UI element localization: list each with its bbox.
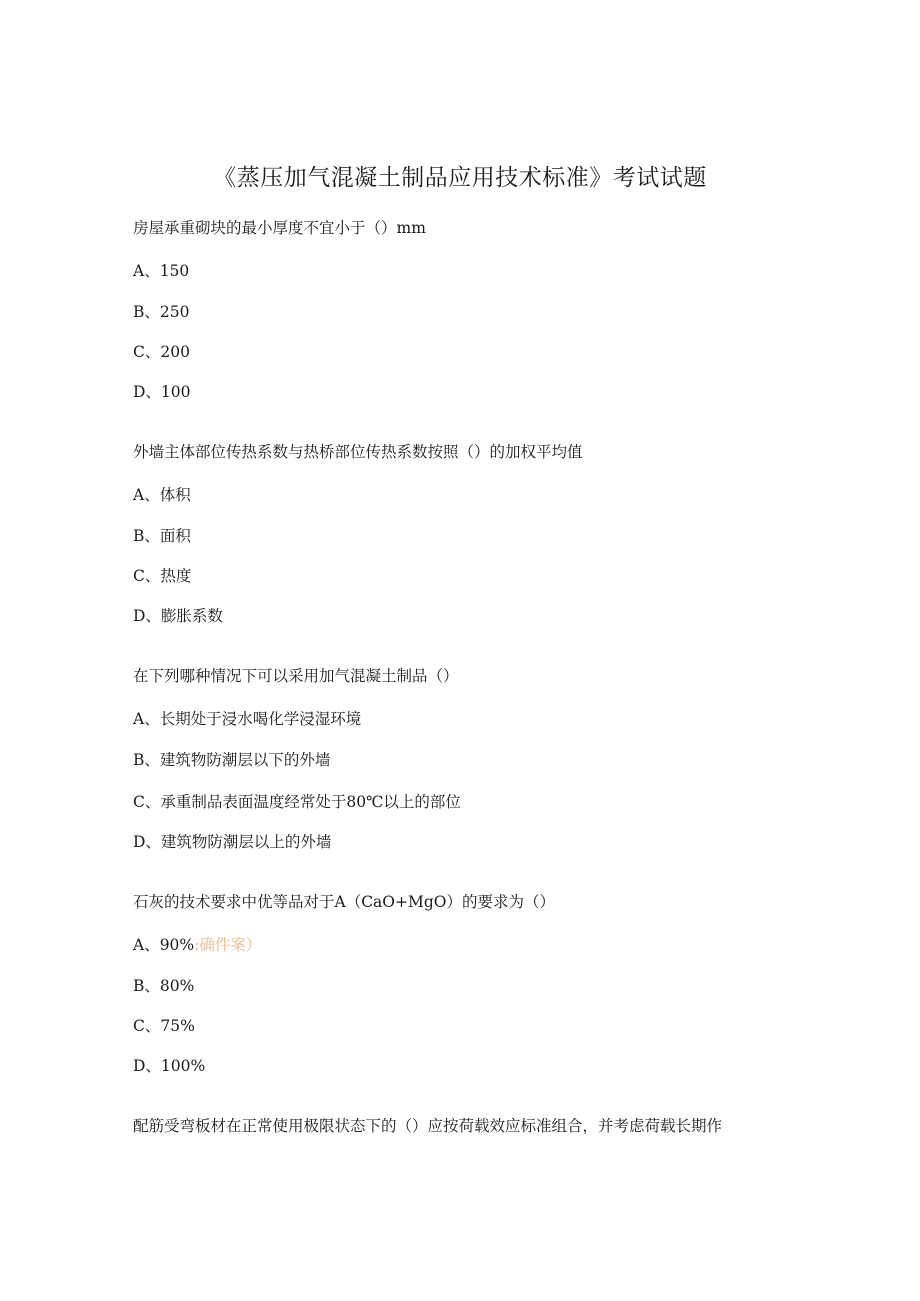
question-4-option-b: B、80% bbox=[133, 977, 195, 995]
question-1-option-a: A、150 bbox=[133, 262, 190, 280]
question-2-option-c: C、热度 bbox=[133, 567, 192, 585]
question-4-option-c: C、75% bbox=[133, 1017, 195, 1035]
question-3-option-a: A、长期处于浸水喝化学浸湿环境 bbox=[133, 710, 362, 728]
question-4-option-d: D、100% bbox=[133, 1057, 206, 1075]
question-2-option-b: B、面积 bbox=[133, 527, 191, 545]
question-4-option-a-text: A、90% bbox=[133, 936, 195, 954]
question-1-option-d: D、100 bbox=[133, 383, 191, 401]
question-4-option-a bbox=[133, 933, 261, 957]
question-1-option-b: B、250 bbox=[133, 303, 190, 321]
question-1-option-c: C、200 bbox=[133, 343, 190, 361]
question-5-stem: 配筋受弯板材在正常使用极限状态下的（）应按荷载效应标准组合，并考虑荷载长期作 bbox=[133, 1117, 723, 1135]
answer-note: :确件案） bbox=[194, 936, 262, 954]
question-2-option-d: D、膨胀系数 bbox=[133, 607, 223, 625]
question-4-stem: 石灰的技术要求中优等品对于A（CaO+MgO）的要求为（） bbox=[133, 893, 555, 911]
question-3-option-c: C、承重制品表面温度经常处于80℃以上的部位 bbox=[133, 793, 461, 811]
question-3-stem: 在下列哪种情况下可以采用加气混凝土制品（） bbox=[133, 667, 459, 685]
question-2-stem: 外墙主体部位传热系数与热桥部位传热系数按照（）的加权平均值 bbox=[133, 443, 583, 461]
question-3-option-d: D、建筑物防潮层以上的外墙 bbox=[133, 833, 332, 851]
question-2-option-a: A、体积 bbox=[133, 486, 191, 504]
question-1-stem: 房屋承重砌块的最小厚度不宜小于（）mm bbox=[133, 219, 426, 237]
document-title: 《蒸压加气混凝土制品应用技术标准》考试试题 bbox=[213, 165, 707, 191]
question-3-option-b: B、建筑物防潮层以下的外墙 bbox=[133, 751, 331, 769]
